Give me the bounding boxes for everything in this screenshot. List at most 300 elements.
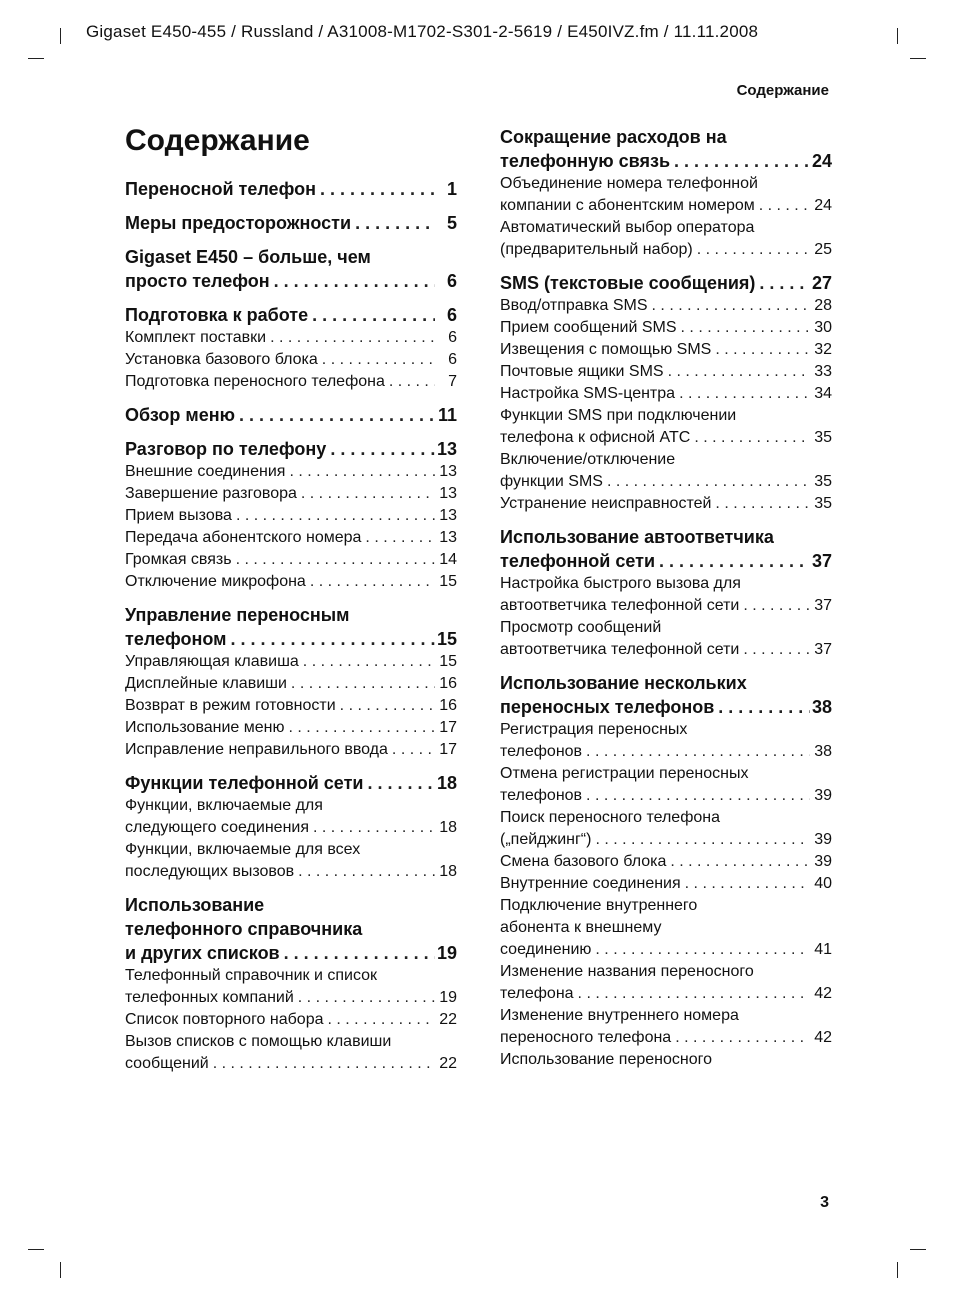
page-ref: 6 (446, 305, 457, 325)
toc-entry[interactable] (500, 617, 832, 661)
entry-line: Изменение внутреннего номера (500, 1007, 739, 1024)
entry-line (500, 383, 832, 405)
toc-entry[interactable] (125, 695, 457, 717)
toc-entry[interactable] (500, 807, 832, 851)
toc-entry[interactable] (125, 651, 457, 673)
toc-chapter-title[interactable] (500, 271, 832, 295)
dot-leader (755, 271, 810, 295)
entry-line (500, 595, 832, 617)
entry-line-text: компании с абонентским номером (500, 197, 755, 214)
toc-entry[interactable] (125, 571, 457, 593)
toc-entry[interactable] (500, 449, 832, 493)
chapter-title-line: Gigaset E450 – больше, чем (125, 247, 371, 267)
entry-line: Функции, включаемые для всех (125, 841, 361, 858)
page-ref: 40 (814, 875, 832, 892)
toc-entry[interactable] (500, 719, 832, 763)
entry-line: Настройка быстрого вызова для (500, 575, 741, 592)
dot-leader (582, 741, 810, 763)
toc-entries (500, 295, 832, 515)
page-ref: 13 (436, 439, 457, 459)
chapter-title-line-text: Функции телефонной сети (125, 773, 364, 793)
dot-leader (664, 361, 810, 383)
toc-entry[interactable] (125, 839, 457, 883)
toc-entry[interactable] (125, 461, 457, 483)
entry-line (125, 987, 457, 1009)
entry-line (125, 327, 457, 349)
toc-chapter (500, 271, 832, 515)
toc-entry[interactable] (500, 961, 832, 1005)
toc-entries (500, 173, 832, 261)
entry-line (125, 549, 457, 571)
entry-line-text: Прием сообщений SMS (500, 319, 677, 336)
chapter-title-line (125, 269, 457, 293)
dot-leader (591, 829, 810, 851)
entry-line: Отмена регистрации переносных (500, 765, 749, 782)
entry-line-text: Возврат в режим готовности (125, 697, 336, 714)
toc-right-column (500, 125, 832, 1081)
toc-entry[interactable] (500, 317, 832, 339)
toc-chapter (125, 893, 457, 1075)
entry-line (500, 471, 832, 493)
page-ref: 39 (814, 787, 832, 804)
toc-entry[interactable] (500, 1005, 832, 1049)
dot-leader (677, 317, 810, 339)
page-ref: 5 (446, 213, 457, 233)
dot-leader (266, 327, 435, 349)
page-ref: 28 (814, 297, 832, 314)
crop-mark (897, 1262, 898, 1278)
toc-entry[interactable] (125, 1031, 457, 1075)
entry-line-text: Почтовые ящики SMS (500, 363, 664, 380)
toc-entry[interactable] (125, 717, 457, 739)
toc-entry[interactable] (500, 873, 832, 895)
toc-entries (125, 651, 457, 761)
dot-leader (336, 695, 435, 717)
entry-line (500, 493, 832, 515)
toc-entries (125, 461, 457, 593)
entry-line (125, 371, 457, 393)
entry-line (500, 1049, 832, 1071)
chapter-title-line (125, 211, 457, 235)
page-ref: 39 (814, 831, 832, 848)
dot-leader (714, 695, 810, 719)
page-ref: 33 (814, 363, 832, 380)
entry-line (500, 639, 832, 661)
page-ref: 35 (814, 495, 832, 512)
toc-chapter (125, 771, 457, 883)
dot-leader (326, 437, 435, 461)
entry-line (125, 817, 457, 839)
entry-line (500, 239, 832, 261)
entry-line (500, 829, 832, 851)
toc-chapter (125, 403, 457, 427)
toc-entry[interactable] (500, 361, 832, 383)
entry-line-text: Извещения с помощью SMS (500, 341, 712, 358)
page-ref: 19 (439, 989, 457, 1006)
chapter-title-line: Использование нескольких (500, 673, 747, 693)
page-ref: 35 (814, 429, 832, 446)
dot-leader (711, 493, 810, 515)
page-ref: 16 (439, 697, 457, 714)
entry-line-text: Громкая связь (125, 551, 232, 568)
page-ref: 18 (439, 863, 457, 880)
toc-chapter-title[interactable] (125, 437, 457, 461)
toc-entry[interactable] (500, 339, 832, 361)
chapter-title-line-text: и других списков (125, 943, 280, 963)
toc-chapter-title[interactable] (125, 245, 457, 293)
page-ref: 11 (437, 405, 457, 425)
entry-line (125, 673, 457, 695)
toc-entry[interactable] (125, 549, 457, 571)
page-ref: 24 (811, 151, 832, 171)
entry-line: Телефонный справочник и список (125, 967, 378, 984)
toc-entry[interactable] (125, 739, 457, 761)
dot-leader (287, 673, 435, 695)
dot-leader (308, 303, 435, 327)
toc-chapter-title[interactable] (125, 303, 457, 327)
print-header: Gigaset E450-455 / Russland / A31008-M1702-S301-2-5619 / E450IVZ.fm / 11.11.2008 (86, 22, 759, 41)
page-ref: 24 (814, 197, 832, 214)
chapter-title-line: телефонного справочника (125, 919, 363, 939)
dot-leader (671, 1027, 810, 1049)
entry-line-text: Подготовка переносного телефона (125, 373, 385, 390)
toc-entry[interactable] (125, 527, 457, 549)
entry-line-text: сообщений (125, 1055, 209, 1072)
dot-leader (739, 639, 810, 661)
chapter-title-line-text: Меры предосторожности (125, 213, 352, 233)
entry-line-text: автоответчика телефонной сети (500, 641, 740, 658)
toc-entry[interactable] (500, 173, 832, 217)
page-ref: 30 (814, 319, 832, 336)
chapter-title-line (125, 177, 457, 201)
toc-entry[interactable] (500, 217, 832, 261)
entry-line-text: Завершение разговора (125, 485, 297, 502)
dot-leader (603, 471, 810, 493)
page-ref: 25 (814, 241, 832, 258)
entry-line: Просмотр сообщений (500, 619, 662, 636)
toc-entry[interactable] (500, 1049, 832, 1071)
dot-leader (739, 595, 810, 617)
toc-chapter (500, 671, 832, 1071)
entry-line-text: телефонов (500, 743, 583, 760)
toc-chapter (125, 303, 457, 393)
entry-line-text: Список повторного набора (125, 1011, 324, 1028)
entry-line (125, 861, 457, 883)
page-ref: 17 (439, 719, 457, 736)
toc-entry[interactable] (500, 383, 832, 405)
entry-line: абонента к внешнему (500, 919, 662, 936)
dot-leader (648, 295, 810, 317)
page-ref: 18 (436, 773, 457, 793)
page-ref: 19 (436, 943, 457, 963)
entry-line (500, 851, 832, 873)
entry-line-text: (предварительный набор) (500, 241, 693, 258)
toc-entries (500, 573, 832, 661)
dot-leader (351, 211, 435, 235)
entry-line (125, 505, 457, 527)
toc-chapter-title[interactable] (500, 525, 832, 573)
entry-line-text: телефонных компаний (125, 989, 294, 1006)
dot-leader (294, 987, 435, 1009)
chapter-title-line-text: переносных телефонов (500, 697, 715, 717)
entry-line (125, 571, 457, 593)
entry-line (125, 695, 457, 717)
toc-entry[interactable] (500, 493, 832, 515)
chapter-title-line (500, 695, 832, 719)
entry-line-text: телефона (500, 985, 574, 1002)
entry-line-text: телефона к офисной АТС (500, 429, 691, 446)
chapter-title-line-text: телефонную связь (500, 151, 671, 171)
entry-line: Вызов списков с помощью клавиши (125, 1033, 392, 1050)
toc-chapter-title[interactable] (125, 603, 457, 651)
dot-leader (294, 861, 435, 883)
dot-leader (318, 349, 435, 371)
entry-line: Поиск переносного телефона (500, 809, 720, 826)
toc-entries (500, 719, 832, 1071)
toc-entries (125, 327, 457, 393)
chapter-title-line-text: Разговор по телефону (125, 439, 327, 459)
entry-line (500, 195, 832, 217)
entry-line-text: Настройка SMS-центра (500, 385, 676, 402)
toc-chapter (500, 125, 832, 261)
entry-line-text: Исправление неправильного ввода (125, 741, 388, 758)
dot-leader (309, 817, 435, 839)
page-ref: 13 (439, 529, 457, 546)
dot-leader (574, 983, 810, 1005)
entry-line: Функции SMS при подключении (500, 407, 737, 424)
toc-entry[interactable] (125, 673, 457, 695)
page-ref: 39 (814, 853, 832, 870)
entry-line-text: Устранение неисправностей (500, 495, 712, 512)
entry-line (500, 873, 832, 895)
dot-leader (693, 239, 810, 261)
page-ref: 13 (439, 507, 457, 524)
entry-line-text: автоответчика телефонной сети (500, 597, 740, 614)
page-ref: 22 (439, 1055, 457, 1072)
entry-line (125, 717, 457, 739)
entry-line-text: Смена базового блока (500, 853, 667, 870)
entry-line (500, 361, 832, 383)
toc-chapter-title[interactable] (125, 403, 457, 427)
toc-entries (125, 965, 457, 1075)
page-ref: 32 (814, 341, 832, 358)
chapter-title-line (125, 303, 457, 327)
crop-mark (28, 1249, 44, 1250)
entry-line (125, 483, 457, 505)
dot-leader (690, 427, 810, 449)
entry-line (125, 349, 457, 371)
chapter-title-line (500, 149, 832, 173)
page-ref: 34 (814, 385, 832, 402)
entry-line: Включение/отключение (500, 451, 676, 468)
toc-chapter-title[interactable] (125, 893, 457, 965)
chapter-title-line (125, 771, 457, 795)
entry-line (500, 983, 832, 1005)
dot-leader (655, 549, 810, 573)
entry-line (500, 741, 832, 763)
entry-line-text: следующего соединения (125, 819, 309, 836)
dot-leader (755, 195, 810, 217)
dot-leader (582, 785, 810, 807)
entry-line (125, 1053, 457, 1075)
entry-line (500, 427, 832, 449)
page-ref: 18 (439, 819, 457, 836)
dot-leader (285, 461, 435, 483)
crop-mark (28, 58, 44, 59)
dot-leader (235, 403, 435, 427)
page-ref: 17 (439, 741, 457, 758)
entry-line (125, 461, 457, 483)
page-ref: 6 (448, 351, 457, 368)
crop-mark (60, 28, 61, 44)
toc-entry[interactable] (125, 327, 457, 349)
page-ref: 22 (439, 1011, 457, 1028)
toc-entry[interactable] (500, 573, 832, 617)
toc-chapter-title[interactable] (125, 211, 457, 235)
dot-leader (324, 1009, 436, 1031)
dot-leader (681, 873, 810, 895)
chapter-title-line-text: Обзор меню (125, 405, 235, 425)
crop-mark (897, 28, 898, 44)
toc-entry[interactable] (125, 483, 457, 505)
entry-line (500, 939, 832, 961)
crop-mark (910, 1249, 926, 1250)
entry-line (500, 339, 832, 361)
entry-line (500, 295, 832, 317)
toc-chapter-title[interactable] (500, 125, 832, 173)
entry-line: Регистрация переносных (500, 721, 688, 738)
page-ref: 38 (811, 697, 832, 717)
toc-entry[interactable] (125, 371, 457, 393)
dot-leader (280, 941, 435, 965)
dot-leader (666, 851, 810, 873)
entry-line-text: соединению (500, 941, 592, 958)
crop-mark (60, 1262, 61, 1278)
toc-entry[interactable] (125, 965, 457, 1009)
entry-line (500, 317, 832, 339)
page-ref: 37 (811, 551, 832, 571)
chapter-title-line-text: Переносной телефон (125, 179, 316, 199)
entry-line-text: переносного телефона (500, 1029, 672, 1046)
toc-chapter (500, 525, 832, 661)
toc-entry[interactable] (500, 763, 832, 807)
page-title: Содержание (125, 124, 310, 157)
entry-line-text: („пейджинг“) (500, 831, 592, 848)
section-header: Содержание (736, 82, 829, 99)
chapter-title-line-text: Подготовка к работе (125, 305, 309, 325)
dot-leader (361, 527, 435, 549)
dot-leader (232, 505, 435, 527)
page-ref: 1 (446, 179, 457, 199)
chapter-title-line-text: телефонной сети (500, 551, 656, 571)
toc-chapter-title[interactable] (125, 771, 457, 795)
page-ref: 16 (439, 675, 457, 692)
toc-entry[interactable] (500, 405, 832, 449)
toc-entry[interactable] (125, 349, 457, 371)
page-ref: 37 (814, 597, 832, 614)
dot-leader (306, 571, 435, 593)
entry-line (500, 1027, 832, 1049)
entry-line: Автоматический выбор оператора (500, 219, 755, 236)
dot-leader (285, 717, 435, 739)
toc-entry[interactable] (125, 795, 457, 839)
page-ref: 6 (448, 329, 457, 346)
page-ref: 15 (439, 573, 457, 590)
dot-leader (675, 383, 810, 405)
dot-leader (711, 339, 810, 361)
toc-entry[interactable] (125, 1009, 457, 1031)
chapter-title-line (500, 271, 832, 295)
chapter-title-line (125, 941, 457, 965)
entry-line: Функции, включаемые для (125, 797, 323, 814)
toc-entry[interactable] (500, 895, 832, 961)
entry-line (125, 1009, 457, 1031)
entry-line-text: Комплект поставки (125, 329, 267, 346)
page-ref: 13 (439, 485, 457, 502)
entry-line-text: телефонов (500, 787, 583, 804)
entry-line-text: Ввод/отправка SMS (500, 297, 648, 314)
chapter-title-line (500, 549, 832, 573)
toc-entry[interactable] (125, 505, 457, 527)
chapter-title-line: Сокращение расходов на (500, 127, 727, 147)
dot-leader (227, 627, 436, 651)
dot-leader (297, 483, 435, 505)
entry-line (125, 651, 457, 673)
toc-chapter (125, 211, 457, 235)
page-ref: 38 (814, 743, 832, 760)
dot-leader (385, 371, 435, 393)
toc-entry[interactable] (500, 295, 832, 317)
entry-line-text: Прием вызова (125, 507, 232, 524)
toc-left-column (125, 177, 457, 1085)
page-ref: 15 (436, 629, 457, 649)
page-ref: 13 (439, 463, 457, 480)
crop-mark (910, 58, 926, 59)
page-ref: 14 (439, 551, 457, 568)
toc-chapter (125, 437, 457, 593)
entry-line: Подключение внутреннего (500, 897, 698, 914)
entry-line-text: Использование переносного (500, 1051, 712, 1068)
entry-line (500, 785, 832, 807)
chapter-title-line-text: SMS (текстовые сообщения) (500, 273, 756, 293)
page-ref: 37 (814, 641, 832, 658)
entry-line (125, 527, 457, 549)
dot-leader (670, 149, 810, 173)
dot-leader (316, 177, 435, 201)
dot-leader (388, 739, 435, 761)
toc-entries (125, 795, 457, 883)
chapter-title-line-text: просто телефон (125, 271, 270, 291)
entry-line-text: Использование меню (125, 719, 285, 736)
chapter-title-line: Использование автоответчика (500, 527, 774, 547)
toc-chapter-title[interactable] (125, 177, 457, 201)
page-ref: 42 (814, 1029, 832, 1046)
entry-line-text: функции SMS (500, 473, 603, 490)
page-number: 3 (820, 1194, 829, 1211)
toc-chapter-title[interactable] (500, 671, 832, 719)
entry-line-text: Дисплейные клавиши (125, 675, 287, 692)
entry-line-text: Внешние соединения (125, 463, 286, 480)
page-ref: 42 (814, 985, 832, 1002)
dot-leader (299, 651, 435, 673)
toc-entry[interactable] (500, 851, 832, 873)
dot-leader (232, 549, 435, 571)
chapter-title-line (125, 627, 457, 651)
entry-line-text: Отключение микрофона (125, 573, 306, 590)
toc-chapter (125, 177, 457, 201)
entry-line: Изменение названия переносного (500, 963, 754, 980)
chapter-title-line: Управление переносным (125, 605, 350, 625)
